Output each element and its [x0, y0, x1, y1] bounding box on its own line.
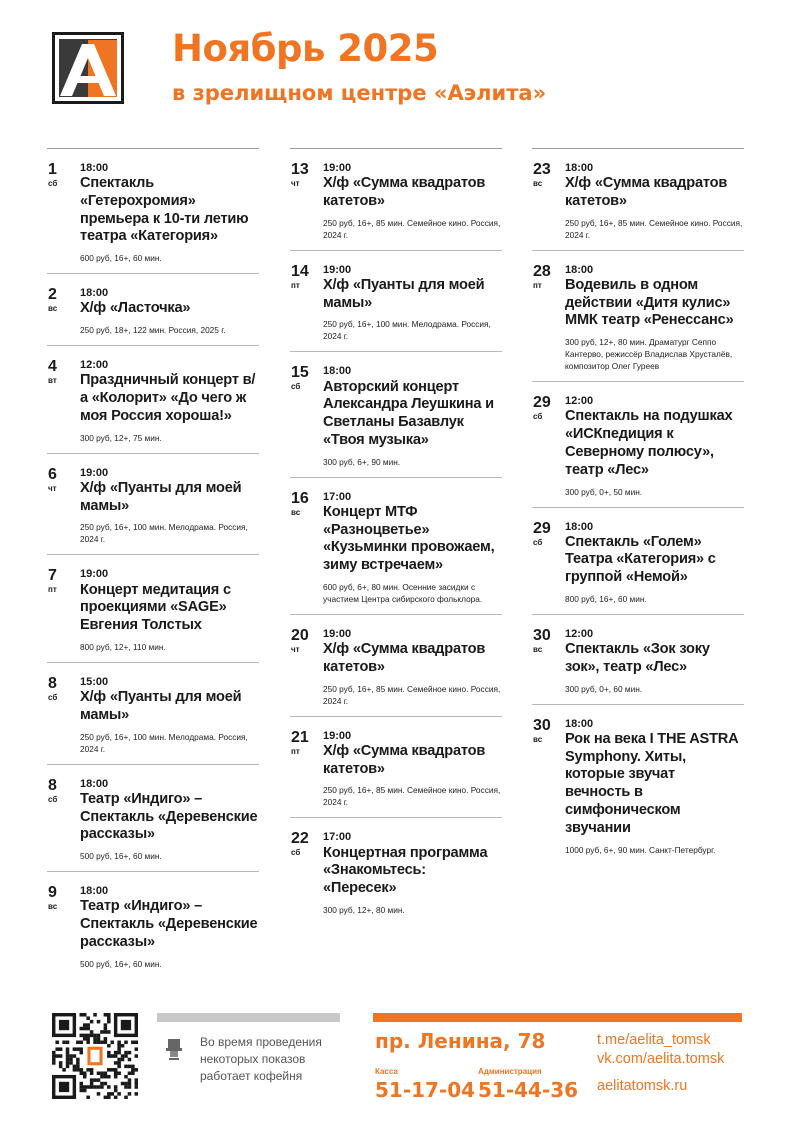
- event-info: 300 руб, 12+, 75 мин.: [80, 432, 162, 443]
- event-day: 7: [48, 567, 57, 585]
- event-time: 18:00: [565, 162, 594, 174]
- event-weekday: сб: [291, 382, 301, 392]
- event-date: [533, 264, 561, 290]
- event-item: [290, 351, 502, 476]
- event-weekday: пт: [291, 746, 300, 756]
- event-day: 15: [291, 364, 309, 382]
- event-time: 19:00: [323, 628, 352, 641]
- event-weekday: вс: [291, 507, 301, 517]
- admin-phone[interactable]: 51-44-36: [478, 1078, 579, 1102]
- cafe-notice-line: работает кофейня: [200, 1068, 303, 1083]
- event-info: 250 руб, 18+, 122 мин. Россия, 2025 г.: [80, 325, 226, 336]
- event-day: 13: [291, 161, 309, 178]
- event-time: 19:00: [323, 162, 352, 174]
- event-item: [47, 554, 259, 662]
- event-title: Х/ф «Сумма квадратов катетов»: [323, 175, 486, 209]
- event-info: 250 руб, 16+, 85 мин. Семейное кино. Россия, 2024 г.: [323, 683, 501, 706]
- event-day: 8: [48, 776, 57, 794]
- event-info: 1000 руб, 6+, 90 мин. Санкт-Петербург.: [565, 844, 716, 855]
- event-title: Рок на века I THE ASTRA Symphony. Хиты, которые звучат вечность в симфоническом звучании: [565, 730, 738, 836]
- event-item: [47, 871, 259, 979]
- event-info: 250 руб, 16+, 100 мин. Мелодрама. Россия, 2024 г.: [80, 522, 248, 545]
- event-time: 18:00: [80, 162, 109, 174]
- event-info: 250 руб, 16+, 85 мин. Семейное кино. Россия, 2024 г.: [565, 217, 743, 240]
- event-title: Концертная программа «Знакомьтесь: «Пересек»: [323, 844, 488, 897]
- event-day: 6: [48, 465, 57, 483]
- event-title: Спектакль «Зок зоку зок», театр «Лес»: [565, 641, 710, 675]
- event-weekday: чт: [291, 179, 300, 188]
- event-item: [290, 817, 502, 925]
- event-date: [533, 162, 561, 188]
- event-title: Х/ф «Сумма квадратов катетов»: [565, 175, 728, 209]
- event-weekday: вс: [533, 645, 543, 655]
- coffee-icon: [165, 1037, 183, 1061]
- event-info: 800 руб, 12+, 110 мин.: [80, 641, 166, 652]
- event-title: Театр «Индиго» – Спектакль «Деревенские рассказы»: [80, 790, 258, 843]
- page-title: Ноябрь 2025: [172, 27, 439, 70]
- event-info: 300 руб, 0+, 60 мин.: [565, 683, 643, 694]
- event-info: 250 руб, 16+, 85 мин. Семейное кино. Россия, 2024 г.: [323, 785, 501, 808]
- event-date: [533, 628, 561, 654]
- event-day: 29: [533, 394, 551, 412]
- event-time: 18:00: [565, 717, 594, 730]
- event-date: [48, 568, 76, 594]
- event-title: Х/ф «Ласточка»: [80, 300, 191, 317]
- event-info: 250 руб, 16+, 85 мин. Семейное кино. Россия, 2024 г.: [323, 217, 501, 240]
- event-date: [48, 162, 76, 188]
- event-title: Концерт медитация с проекциями «SAGE» Евгения Толстых: [80, 581, 231, 634]
- event-day: 9: [48, 884, 57, 902]
- event-item: [47, 662, 259, 764]
- event-title: Спектакль на подушках «ИСКпедиция к Северному полюсу», театр «Лес»: [565, 408, 733, 478]
- event-item: [290, 148, 502, 250]
- event-info: 300 руб, 12+, 80 мин.: [323, 904, 405, 915]
- event-time: 18:00: [80, 885, 109, 898]
- event-date: [291, 730, 319, 756]
- event-item: [532, 148, 744, 250]
- event-title: Концерт МТФ «Разноцветье» «Кузьминки провожаем, зиму встречаем»: [323, 503, 495, 574]
- event-weekday: вс: [48, 902, 58, 912]
- event-title: Театр «Индиго» – Спектакль «Деревенские рассказы»: [80, 898, 258, 950]
- footer-divider-orange: [373, 1013, 742, 1022]
- event-weekday: сб: [48, 179, 58, 188]
- event-time: 12:00: [565, 628, 594, 641]
- event-time: 18:00: [323, 365, 352, 378]
- event-item: [47, 345, 259, 453]
- event-item: [290, 716, 502, 818]
- event-item: [290, 250, 502, 352]
- event-info: 600 руб, 6+, 80 мин. Осенние засидки с участием Центра сибирского фольклора.: [323, 582, 483, 605]
- event-info: 250 руб, 16+, 100 мин. Мелодрама. Россия, 2024 г.: [323, 319, 491, 342]
- event-time: 18:00: [565, 263, 594, 276]
- event-date: [48, 467, 76, 493]
- event-date: [533, 521, 561, 547]
- event-time: 18:00: [80, 287, 109, 300]
- event-title: Х/ф «Сумма квадратов катетов»: [323, 742, 486, 777]
- event-weekday: чт: [291, 645, 300, 655]
- event-time: 19:00: [80, 466, 109, 479]
- event-weekday: сб: [533, 537, 543, 547]
- event-day: 30: [533, 716, 551, 734]
- event-time: 18:00: [565, 520, 594, 533]
- event-date: [291, 628, 319, 654]
- event-day: 8: [48, 674, 57, 692]
- event-info: 500 руб, 16+, 60 мин.: [80, 851, 162, 862]
- event-time: 19:00: [323, 729, 352, 742]
- event-day: 28: [533, 262, 551, 280]
- event-day: 1: [48, 161, 57, 178]
- event-weekday: чт: [48, 483, 57, 493]
- event-title: Спектакль «Голем» Театра «Категория» с группой «Немой»: [565, 533, 716, 586]
- venue-address: пр. Ленина, 78: [375, 1029, 546, 1053]
- event-weekday: вс: [48, 304, 58, 314]
- event-title: Спектакль «Гетерохромия» премьера к 10-ти летию театра «Категория»: [80, 175, 249, 245]
- event-time: 15:00: [80, 675, 109, 688]
- event-time: 17:00: [323, 831, 352, 844]
- event-date: [291, 491, 319, 517]
- event-date: [48, 676, 76, 702]
- event-day: 4: [48, 358, 57, 376]
- event-time: 19:00: [323, 263, 352, 276]
- vk-link[interactable]: vk.com/aelita.tomsk: [597, 1051, 725, 1067]
- box-office-phone[interactable]: 51-17-04: [375, 1078, 476, 1102]
- event-title: Х/ф «Пуанты для моей мамы»: [323, 276, 485, 311]
- website-link[interactable]: aelitatomsk.ru: [597, 1078, 688, 1094]
- event-date: [48, 885, 76, 911]
- event-time: 18:00: [80, 777, 109, 790]
- event-date: [48, 778, 76, 804]
- cafe-notice-line: некоторых показов: [200, 1051, 306, 1066]
- event-weekday: сб: [48, 794, 58, 804]
- events-column-3: [532, 148, 744, 865]
- footer-divider-gray: [157, 1013, 340, 1022]
- event-weekday: пт: [291, 280, 300, 290]
- event-item: [47, 148, 259, 273]
- admin-label: Администрация: [478, 1067, 542, 1076]
- event-item: [47, 453, 259, 555]
- event-info: 300 руб, 12+, 80 мин. Драматург Сеппо Кантерво, режиссёр Владислав Хрусталёв, композитор Олег Гуреев: [565, 337, 733, 372]
- event-title: Х/ф «Пуанты для моей мамы»: [80, 689, 242, 723]
- event-title: Праздничный концерт в/а «Колорит» «До чего ж моя Россия хороша!»: [80, 372, 256, 424]
- event-info: 300 руб, 0+, 50 мин.: [565, 486, 643, 497]
- event-day: 29: [533, 519, 551, 537]
- event-date: [48, 359, 76, 385]
- event-weekday: вт: [48, 376, 57, 386]
- event-date: [48, 287, 76, 313]
- event-item: [532, 381, 744, 506]
- event-info: 600 руб, 16+, 60 мин.: [80, 253, 162, 264]
- event-title: Х/ф «Пуанты для моей мамы»: [80, 479, 242, 514]
- event-date: [291, 162, 319, 188]
- event-info: 250 руб, 16+, 100 мин. Мелодрама. Россия, 2024 г.: [80, 731, 248, 754]
- event-weekday: пт: [48, 585, 57, 595]
- qr-code[interactable]: [52, 1013, 138, 1099]
- event-item: [47, 764, 259, 872]
- event-info: 300 руб, 6+, 90 мин.: [323, 456, 401, 467]
- box-office-label: Касса: [375, 1067, 398, 1076]
- event-item: [532, 614, 744, 704]
- event-date: [291, 365, 319, 391]
- events-column-2: [290, 148, 502, 925]
- event-title: Водевиль в одном действии «Дитя кулис» ММК театр «Ренессанс»: [565, 276, 734, 329]
- telegram-link[interactable]: t.me/aelita_tomsk: [597, 1032, 711, 1048]
- event-time: 12:00: [565, 395, 594, 408]
- page-subtitle: в зрелищном центре «Аэлита»: [172, 81, 547, 105]
- event-weekday: сб: [48, 692, 58, 702]
- events-column-1: [47, 148, 259, 979]
- event-date: [291, 264, 319, 290]
- event-weekday: вс: [533, 734, 543, 744]
- cafe-notice: [200, 1034, 322, 1084]
- event-date: [291, 831, 319, 857]
- event-day: 22: [291, 830, 309, 848]
- event-weekday: вс: [533, 179, 543, 188]
- event-day: 23: [533, 161, 551, 178]
- event-day: 20: [291, 627, 309, 645]
- event-weekday: сб: [291, 848, 301, 858]
- event-date: [533, 395, 561, 421]
- event-info: 800 руб, 16+, 60 мин.: [565, 594, 647, 605]
- event-item: [290, 614, 502, 716]
- event-item: [290, 477, 502, 614]
- event-day: 2: [48, 286, 57, 304]
- event-weekday: пт: [533, 280, 542, 290]
- event-time: 12:00: [80, 359, 109, 372]
- event-date: [533, 718, 561, 744]
- event-day: 16: [291, 489, 309, 507]
- event-item: [532, 507, 744, 615]
- aelita-logo: [52, 32, 124, 104]
- event-title: Х/ф «Сумма квадратов катетов»: [323, 641, 486, 675]
- cafe-notice-line: Во время проведения: [200, 1035, 322, 1049]
- event-title: Авторский концерт Александра Леушкина и Светланы Базавлук «Твоя музыка»: [323, 378, 494, 448]
- event-info: 500 руб, 16+, 60 мин.: [80, 958, 162, 969]
- event-day: 30: [533, 627, 551, 645]
- event-weekday: сб: [533, 412, 543, 422]
- event-time: 19:00: [80, 568, 109, 581]
- event-item: [532, 704, 744, 865]
- event-day: 21: [291, 728, 309, 746]
- event-day: 14: [291, 262, 309, 280]
- event-item: [47, 273, 259, 345]
- event-time: 17:00: [323, 490, 352, 503]
- event-item: [532, 250, 744, 382]
